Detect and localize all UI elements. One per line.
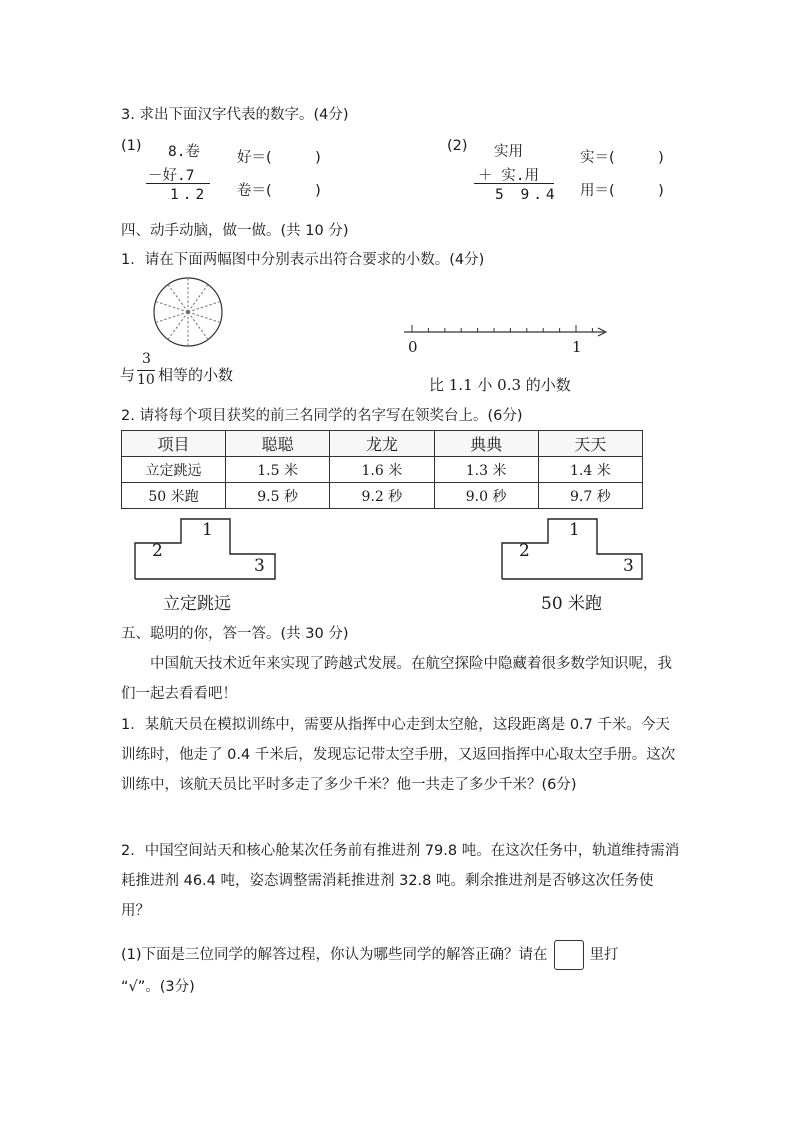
s4-q2-title: 2. 请将每个项目获奖的前三名同学的名字写在领奖台上。(6分) bbox=[121, 408, 523, 424]
s5-q2-sub-text-b: 里打 bbox=[589, 947, 619, 963]
table-cell: 9.2 秒 bbox=[330, 483, 434, 509]
table-row bbox=[122, 457, 643, 483]
q3-p1-label: (1) bbox=[121, 138, 142, 154]
s4-q1-title: 1．请在下面两幅图中分别表示出符合要求的小数。(4分) bbox=[121, 252, 485, 268]
q3-p1-rule bbox=[146, 183, 210, 184]
table-header: 项目 bbox=[122, 431, 226, 457]
fraction-suffix: 相等的小数 bbox=[158, 366, 234, 384]
podium-right-place-2: 2 bbox=[519, 541, 530, 561]
s5-q2-sub-text-a: (1)下面是三位同学的解答过程，你认为哪些同学的解答正确？请在 bbox=[121, 947, 548, 963]
table-header: 典典 bbox=[434, 431, 538, 457]
q3-p2-label: (2) bbox=[447, 138, 468, 154]
number-line[interactable] bbox=[400, 320, 612, 340]
awards-table bbox=[121, 430, 643, 509]
q3-p2-rule bbox=[474, 183, 554, 184]
fraction-bar bbox=[137, 370, 155, 371]
podium-right-place-3: 3 bbox=[623, 556, 634, 576]
table-cell: 50 米跑 bbox=[122, 483, 226, 509]
podium-left-place-1: 1 bbox=[202, 520, 213, 540]
number-line-one: 1 bbox=[572, 338, 582, 356]
podium-left-place-2: 2 bbox=[152, 541, 163, 561]
number-line-caption: 比 1.1 小 0.3 的小数 bbox=[429, 376, 571, 394]
fraction-prefix: 与 bbox=[120, 366, 136, 384]
fraction-denominator: 10 bbox=[137, 372, 155, 388]
s5-q1: 1．某航天员在模拟训练中，需要从指挥中心走到太空舱，这段距离是 0.7 千米。今天训练时，他走了 0.4 千米后，发现忘记带太空手册，又返回指挥中心取太空手册。这次训练中，该航天员比平时多走了多少千米？他一共走了多少千米？(6分) bbox=[121, 717, 676, 793]
section5-title: 五、聪明的你，答一答。(共 30 分) bbox=[121, 626, 349, 642]
s5-q2: 2．中国空间站天和核心舱某次任务前有推进剂 79.8 吨。在这次任务中，轨道维持需消耗推进剂 46.4 吨，姿态调整需消耗推进剂 32.8 吨。剩余推进剂是否够这次任务使用？ bbox=[121, 843, 680, 919]
table-row bbox=[122, 483, 643, 509]
q3-p1-line2: －好.7 bbox=[148, 168, 195, 184]
podium-left-place-3: 3 bbox=[254, 556, 265, 576]
tenths-circle[interactable] bbox=[152, 276, 224, 348]
table-cell: 1.6 米 bbox=[330, 457, 434, 483]
q3-p2-line1: 实用 bbox=[494, 144, 523, 160]
table-header: 龙龙 bbox=[330, 431, 434, 457]
q3-p2-result: 5 9.4 bbox=[495, 187, 559, 203]
s5-q2-sub-text-c: “√”。(3分) bbox=[121, 979, 195, 995]
q3-p1-line1: 8.卷 bbox=[168, 144, 200, 160]
table-cell: 9.0 秒 bbox=[434, 483, 538, 509]
q3-p1-answer-hao: 好＝( ) bbox=[237, 150, 321, 166]
q3-p2-line2: ＋ 实.用 bbox=[478, 168, 539, 184]
table-header: 天天 bbox=[538, 431, 642, 457]
table-cell: 9.5 秒 bbox=[226, 483, 330, 509]
q3-p1-answer-juan: 卷＝( ) bbox=[237, 183, 321, 199]
table-cell: 立定跳远 bbox=[122, 457, 226, 483]
s5-q2-sub bbox=[121, 940, 619, 970]
table-cell: 9.7 秒 bbox=[538, 483, 642, 509]
q3-p1-result: 1.2 bbox=[170, 187, 209, 203]
podium-right-label: 50 米跑 bbox=[541, 594, 603, 614]
table-cell: 1.3 米 bbox=[434, 457, 538, 483]
table-header-row bbox=[122, 431, 643, 457]
number-line-zero: 0 bbox=[408, 338, 418, 356]
q3-p2-answer-yong: 用＝( ) bbox=[580, 183, 664, 199]
answer-checkbox[interactable] bbox=[554, 940, 584, 970]
q3-title: 3. 求出下面汉字代表的数字。(4分) bbox=[121, 107, 349, 123]
table-cell: 1.5 米 bbox=[226, 457, 330, 483]
section4-title: 四、动手动脑，做一做。(共 10 分) bbox=[121, 223, 349, 239]
table-header: 聪聪 bbox=[226, 431, 330, 457]
q3-p2-answer-shi: 实＝( ) bbox=[580, 150, 664, 166]
table-cell: 1.4 米 bbox=[538, 457, 642, 483]
podium-left-label: 立定跳远 bbox=[163, 594, 231, 614]
section5-intro: 中国航天技术近年来实现了跨越式发展。在航空探险中隐藏着很多数学知识呢，我们一起去看看吧！ bbox=[121, 656, 672, 702]
podium-right-place-1: 1 bbox=[569, 520, 580, 540]
fraction-numerator: 3 bbox=[142, 351, 151, 367]
